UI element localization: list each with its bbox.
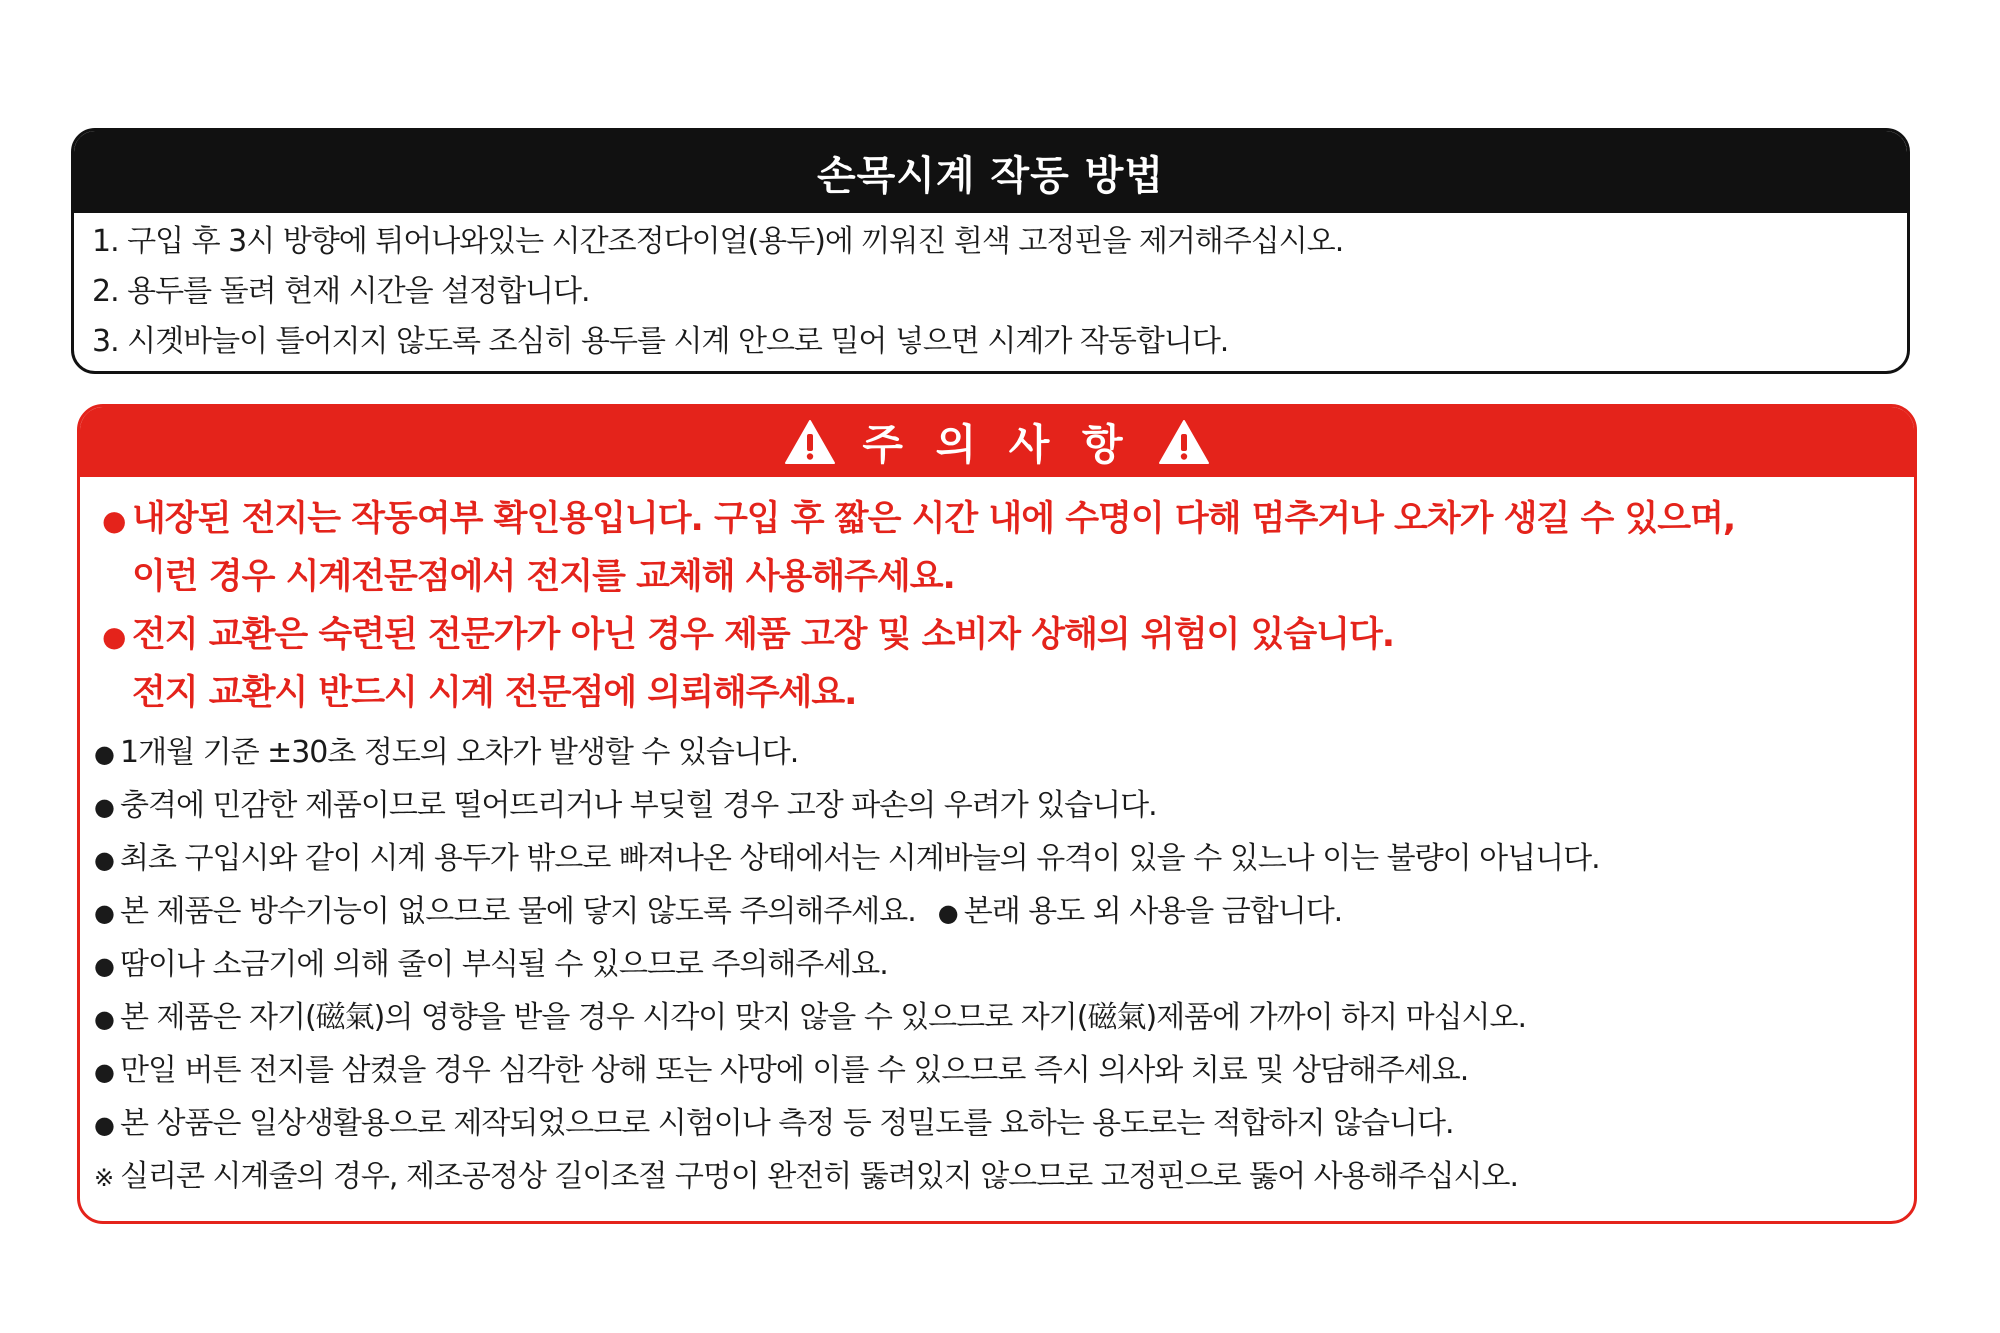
caution-item [94, 991, 1914, 1044]
bullet-icon: ● [102, 620, 127, 653]
instructions-step: 2. 용두를 돌려 현재 시간을 설정합니다. [92, 274, 590, 309]
caution-title: 주 의 사 항 [862, 420, 1132, 469]
caution-important-line [102, 490, 1914, 548]
bullet-icon: ● [94, 899, 115, 927]
caution-note-text: 실리콘 시계줄의 경우, 제조공정상 길이조절 구멍이 완전히 뚫려있지 않으므로 고정핀으로 뚫어 사용해주십시오. [120, 1159, 1519, 1194]
caution-item [94, 779, 1914, 832]
caution-item-text: 본 상품은 일상생활용으로 제작되었으므로 시험이나 측정 등 정밀도를 요하는 용도로는 적합하지 않습니다. [120, 1106, 1454, 1141]
caution-item-text: 만일 버튼 전지를 삼켰을 경우 심각한 상해 또는 사망에 이를 수 있으므로 즉시 의사와 치료 및 상담해주세요. [120, 1053, 1469, 1088]
caution-list [80, 726, 1914, 1203]
warning-triangle-icon [784, 419, 836, 465]
caution-item [94, 726, 1914, 779]
caution-item-text: 땀이나 소금기에 의해 줄이 부식될 수 있으므로 주의해주세요. [120, 947, 888, 982]
caution-item [94, 1044, 1914, 1097]
caution-important-item [102, 490, 1914, 606]
caution-item-text: 1개월 기준 ±30초 정도의 오차가 발생할 수 있습니다. [120, 735, 799, 770]
instructions-steps [74, 217, 1907, 367]
bullet-icon: ● [94, 793, 115, 821]
reference-mark-icon: ※ [94, 1164, 115, 1192]
caution-important-text: 전지 교환은 숙련된 전문가가 아닌 경우 제품 고장 및 소비자 상해의 위험이 있습니다. [132, 615, 1395, 655]
bullet-icon: ● [94, 846, 115, 874]
caution-item [94, 832, 1914, 885]
caution-header [80, 407, 1914, 477]
caution-box [77, 404, 1917, 1224]
instructions-title: 손목시계 작동 방법 [817, 152, 1164, 199]
caution-important-line [102, 606, 1914, 664]
bullet-icon: ● [937, 899, 959, 927]
bullet-icon: ● [94, 1111, 115, 1139]
instructions-header [74, 131, 1907, 213]
caution-item-extra [938, 894, 1342, 929]
warning-triangle-icon [1158, 419, 1210, 465]
caution-important-item [102, 606, 1914, 722]
caution-item-text: 충격에 민감한 제품이므로 떨어뜨리거나 부딪힐 경우 고장 파손의 우려가 있습니다. [120, 788, 1157, 823]
caution-item-text: 본 제품은 방수기능이 없으므로 물에 닿지 않도록 주의해주세요. [120, 894, 916, 929]
bullet-icon: ● [102, 504, 127, 537]
caution-item-text: 본래 용도 외 사용을 금합니다. [963, 894, 1343, 929]
caution-note [94, 1150, 1914, 1203]
instructions-box [71, 128, 1910, 374]
caution-item [94, 885, 1914, 938]
caution-item [94, 938, 1914, 991]
caution-important-text: 내장된 전지는 작동여부 확인용입니다. 구입 후 짧은 시간 내에 수명이 다해 멈추거나 오차가 생길 수 있으며, [132, 499, 1736, 539]
bullet-icon: ● [94, 1005, 115, 1033]
caution-item [94, 1097, 1914, 1150]
instructions-step: 3. 시곗바늘이 틀어지지 않도록 조심히 용두를 시계 안으로 밀어 넣으면 시계가 작동합니다. [92, 324, 1229, 359]
caution-important-list [80, 490, 1914, 722]
caution-item-text: 본 제품은 자기(磁氣)의 영향을 받을 경우 시각이 맞지 않을 수 있으므로 자기(磁氣)제품에 가까이 하지 마십시오. [120, 1000, 1527, 1035]
caution-important-text: 전지 교환시 반드시 시계 전문점에 의뢰해주세요. [132, 673, 857, 713]
bullet-icon: ● [94, 740, 115, 768]
bullet-icon: ● [94, 1058, 115, 1086]
caution-item-text: 최초 구입시와 같이 시계 용두가 밖으로 빠져나온 상태에서는 시계바늘의 유격이 있을 수 있느나 이는 불량이 아닙니다. [120, 841, 1600, 876]
bullet-icon: ● [94, 952, 115, 980]
instructions-step: 1. 구입 후 3시 방향에 튀어나와있는 시간조정다이얼(용두)에 끼워진 흰색 고정핀을 제거해주십시오. [92, 224, 1344, 259]
caution-important-text: 이런 경우 시계전문점에서 전지를 교체해 사용해주세요. [132, 557, 955, 597]
